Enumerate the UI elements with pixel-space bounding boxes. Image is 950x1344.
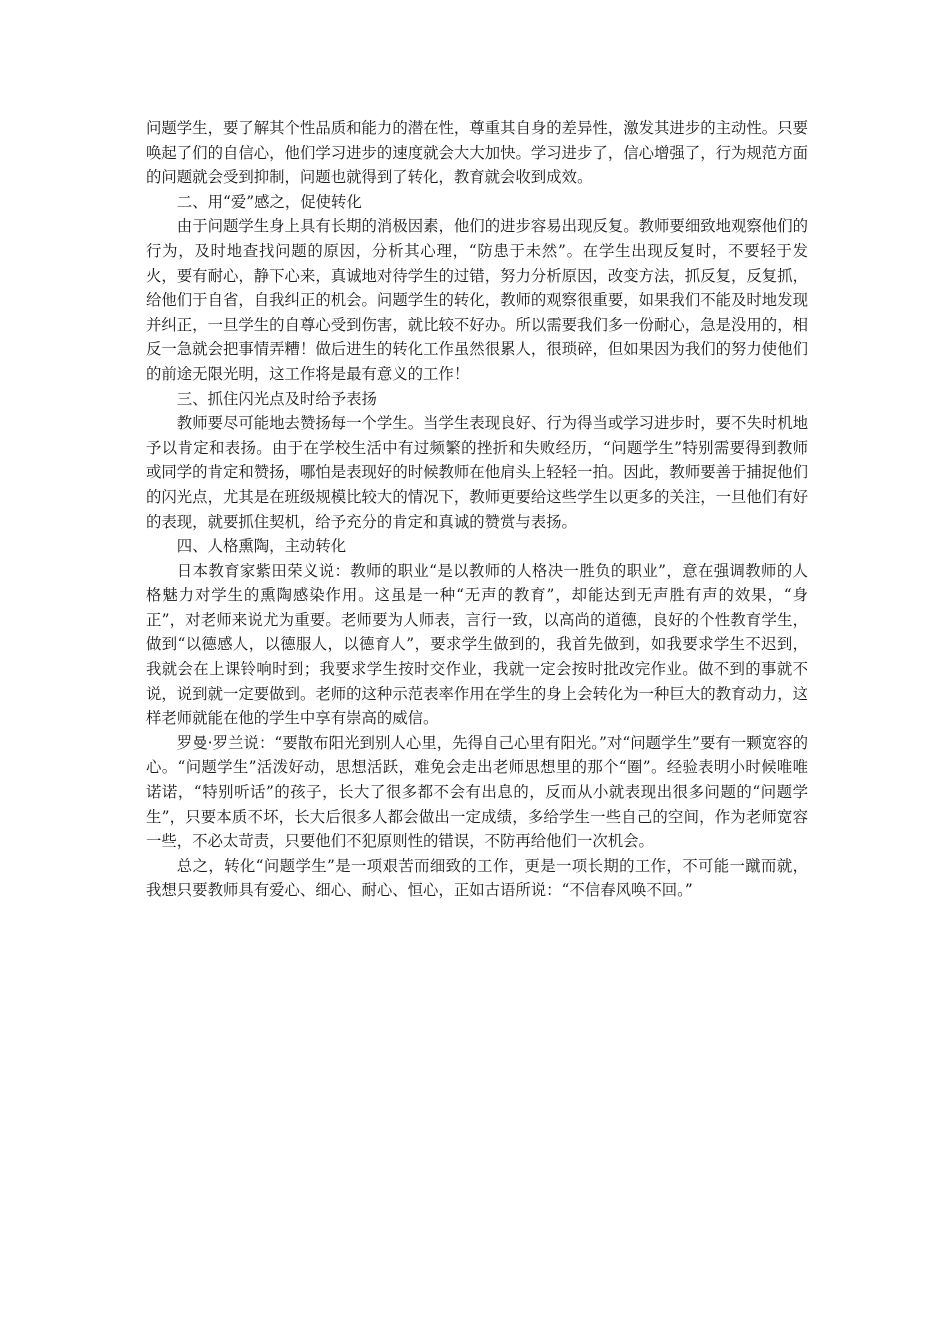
paragraph-section-2: 由于问题学生身上具有长期的消极因素，他们的进步容易出现反复。教师要细致地观察他们的行为，及时地查找问题的原因，分析其心理，“防患于未然”。在学生出现反复时，不要轻于发火，要有耐心，静下心来，真诚地对待学生的过错，努力分析原因，改变方法，抓反复，反复抓，给他们于自省，自我纠正的机会。问题学生的转化，教师的观察很重要，如果我们不能及时地发现并纠正，一旦学生的自尊心受到伤害，就比较不好办。所以需要我们多一份耐心，急是没用的，相反一急就会把事情弄糟！做后进生的转化工作虽然很累人，很琐碎，但如果因为我们的努力使他们的前途无限光明，这工作将是最有意义的工作！ [146,217,808,383]
paragraph-intro-continued: 问题学生，要了解其个性品质和能力的潜在性，尊重其自身的差异性，激发其进步的主动性。只要唤起了们的自信心，他们学习进步的速度就会大大加快。学习进步了，信心增强了，行为规范方面的问题就会受到抑制，问题也就得到了转化，教育就会收到成效。 [146,119,808,187]
paragraph-section-3: 教师要尽可能地去赞扬每一个学生。当学生表现良好、行为得当或学习进步时，要不失时机地予以肯定和表扬。由于在学校生活中有过频繁的挫折和失败经历，“问题学生”特别需要得到教师或同学的肯定和赞扬，哪怕是表现好的时候教师在他肩头上轻轻一拍。因此，教师要善于捕捉他们的闪光点，尤其是在班级规模比较大的情况下，教师更要给这些学生以更多的关注，一旦他们有好的表现，就要抓住契机，给予充分的肯定和真诚的赞赏与表扬。 [146,414,808,531]
paragraph-section-4-a: 日本教育家紫田荣义说：教师的职业“是以教师的人格决一胜负的职业”，意在强调教师的人格魅力对学生的熏陶感染作用。这虽是一种“无声的教育”，却能达到无声胜有声的效果，“身正”，对老师来说尤为重要。老师要为人师表，言行一致，以高尚的道德，良好的个性教育学生，做到“以德感人，以德服人，以德育人”，要求学生做到的，我首先做到，如我要求学生不迟到，我就会在上课铃响时到；我要求学生按时交作业，我就一定会按时批改完作业。做不到的事就不说，说到就一定要做到。老师的这种示范表率作用在学生的身上会转化为一种巨大的教育动力，这样老师就能在他的学生中享有崇高的威信。 [146,561,808,728]
paragraph-section-4-b: 罗曼·罗兰说：“要散布阳光到别人心里，先得自己心里有阳光。”对“问题学生”要有一颗宽容的心。“问题学生”活泼好动，思想活跃，难免会走出老师思想里的那个“圈”。经验表明小时候唯唯诺诺，“特别听话”的孩子，长大了很多都不会有出息的，反而从小就表现出很多问题的“问题学生”，只要本质不坏，长大后很多人都会做出一定成绩，多给学生一些自己的空间，作为老师宽容一些，不必太苛责，只要他们不犯原则性的错误，不防再给他们一次机会。 [146,733,808,851]
document-page [146,116,808,903]
section-heading-3: 三、抓住闪光点及时给予表扬 [176,389,377,408]
paragraph-conclusion: 总之，转化“问题学生”是一项艰苦而细致的工作，更是一项长期的工作，不可能一蹴而就，我想只要教师具有爱心、细心、耐心、恒心，正如古语所说：“不信春风唤不回。” [146,856,808,900]
section-heading-2: 二、用“爱”感之，促使转化 [176,192,362,211]
section-heading-4: 四、人格熏陶，主动转化 [176,537,347,556]
